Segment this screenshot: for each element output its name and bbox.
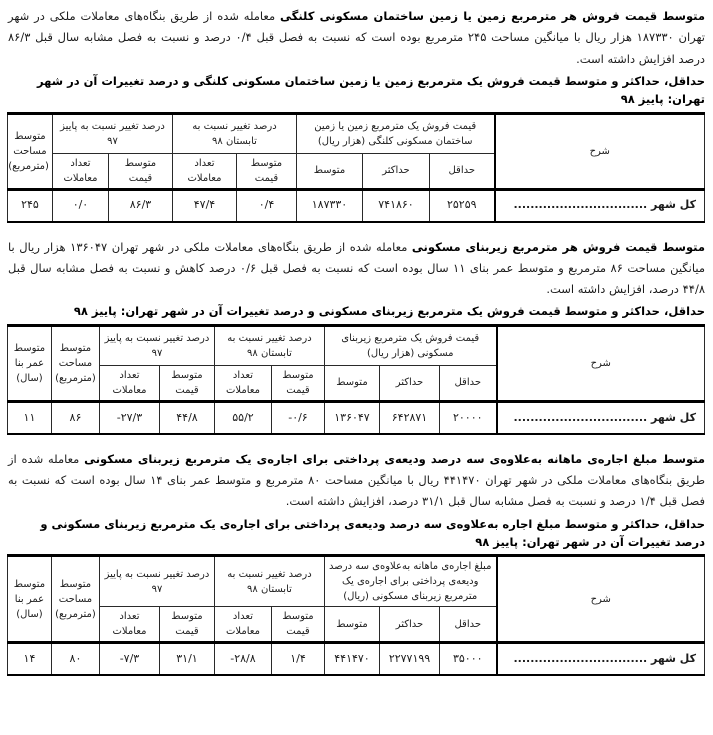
col-header-area: متوسط مساحت (مترمربع)	[51, 556, 99, 643]
col-group-change-autumn: درصد تغییر نسبت به پاییز ۹۷	[99, 556, 214, 607]
cell-max: ۲۲۷۷۱۹۹	[380, 643, 440, 676]
cell-max: ۷۴۱۸۶۰	[363, 189, 430, 222]
cell-avg-price-y: ۳۱/۱	[159, 643, 214, 676]
col-header-desc: شرح	[497, 325, 705, 401]
table-row-city-total	[7, 401, 704, 434]
col-group-change-summer: درصد تغییر نسبت به تابستان ۹۸	[214, 556, 324, 607]
cell-min: ۲۰۰۰۰	[440, 401, 497, 434]
intro-lead-building: متوسط قیمت فروش هر مترمربع زیربنای مسکونی	[411, 239, 705, 254]
cell-avg-price-y: ۴۴/۸	[159, 401, 214, 434]
cell-avg-price-y: ۸۶/۳	[108, 189, 172, 222]
col-group-price: قیمت فروش یک مترمربع زیربنای مسکونی (هزار ریال)	[324, 325, 496, 365]
col-group-change-summer: درصد تغییر نسبت به تابستان ۹۸	[214, 325, 324, 365]
intro-text-rent: معامله شده از طریق بنگاه‌های معاملات ملکی در شهر تهران ۴۴۱۴۷۰ ریال با میانگین مساحت ۸۰ مترمربع و متوسط عمر بنای ۱۴ سال بوده است که نسبت به فصل قبل ۱/۴ درصد و نسبت به فصل مشابه سال قبل ۳۱/۱ درصد، افزایش داشته است.	[8, 451, 705, 509]
col-header-area: متوسط مساحت (مترمربع)	[7, 113, 52, 189]
col-header-avg-price-y: متوسط قیمت	[159, 607, 214, 643]
col-header-deals-q: تعداد معاملات	[214, 365, 271, 401]
intro-text-land: معامله شده از طریق بنگاه‌های معاملات ملکی در شهر تهران ۱۸۷۳۳۰ هزار ریال با میانگین مساحت ۲۴۵ مترمربع بوده است که نسبت به فصل قبل ۰/۴ درصد و نسبت به فصل مشابه سال قبل ۸۶/۳ درصد افزایش داشته است.	[8, 9, 705, 66]
col-header-avg-price-y: متوسط قیمت	[108, 153, 172, 189]
intro-paragraph-building	[8, 237, 705, 301]
col-group-rent: مبلغ اجاره‌ی ماهانه به‌علاوه‌ی سه درصد ودیعه‌ی پرداختی برای اجاره‌ی یک مترمربع زیربنای مسکونی (ریال)	[324, 556, 496, 607]
col-header-avg-price-q: متوسط قیمت	[271, 365, 324, 401]
intro-paragraph-land	[8, 6, 705, 70]
col-header-max: حداکثر	[380, 607, 440, 643]
col-group-change-autumn: درصد تغییر نسبت به پاییز ۹۷	[52, 113, 172, 153]
col-header-min: حداقل	[430, 153, 495, 189]
table-row-city-total	[7, 643, 704, 676]
col-group-change-summer: درصد تغییر نسبت به تابستان ۹۸	[172, 113, 296, 153]
cell-age: ۱۱	[7, 401, 51, 434]
cell-avg: ۴۴۱۴۷۰	[324, 643, 379, 676]
col-header-age: متوسط عمر بنا (سال)	[7, 556, 51, 643]
cell-deals-q: ۴۷/۴	[172, 189, 236, 222]
cell-desc: کل شهر ................................	[495, 189, 705, 222]
intro-lead-land: متوسط قیمت فروش هر مترمربع زمین یا زمین ساختمان مسکونی کلنگی	[280, 9, 705, 23]
cell-avg-price-q: -۰/۶	[271, 401, 324, 434]
col-header-deals-q: تعداد معاملات	[172, 153, 236, 189]
col-header-age: متوسط عمر بنا (سال)	[7, 325, 51, 401]
col-group-change-autumn: درصد تغییر نسبت به پاییز ۹۷	[99, 325, 214, 365]
col-header-min: حداقل	[440, 365, 497, 401]
cell-deals-y: -۲۷/۳	[99, 401, 159, 434]
cell-avg-price-q: ۱/۴	[271, 643, 324, 676]
intro-text-building: معامله شده از طریق بنگاه‌های معاملات ملکی در شهر تهران ۱۳۶۰۴۷ هزار ریال با میانگین مساحت ۸۶ مترمربع و متوسط عمر بنای ۱۱ سال بوده است که نسبت به فصل قبل ۰/۶ درصد کاهش و نسبت به فصل مشابه سال قبل ۴۴/۸ درصد، افزایش داشته است.	[8, 239, 705, 297]
col-header-deals-y: تعداد معاملات	[52, 153, 108, 189]
cell-area: ۲۴۵	[7, 189, 52, 222]
col-header-avg: متوسط	[324, 607, 379, 643]
cell-deals-q: ۵۵/۲	[214, 401, 271, 434]
table-row-city-total	[7, 189, 704, 222]
col-group-price: قیمت فروش یک مترمربع زمین یا زمین ساختمان مسکونی کلنگی (هزار ریال)	[296, 113, 494, 153]
table-title-rent: حداقل، حداکثر و متوسط مبلغ اجاره به‌علاوه‌ی سه درصد ودیعه‌ی پرداختی برای اجاره‌ی یک مترمربع زیربنای مسکونی و درصد تغییرات آن در شهر تهران: پاییز ۹۸	[40, 516, 705, 549]
col-header-deals-y: تعداد معاملات	[99, 607, 159, 643]
intro-lead-rent: متوسط مبلغ اجاره‌ی ماهانه به‌علاوه‌ی سه درصد ودیعه‌ی پرداختی برای اجاره‌ی یک مترمربع زیربنای مسکونی	[84, 451, 705, 466]
col-header-area: متوسط مساحت (مترمربع)	[51, 325, 99, 401]
col-header-desc: شرح	[497, 556, 705, 643]
price-table-land	[7, 112, 705, 223]
cell-age: ۱۴	[7, 643, 51, 676]
col-header-max: حداکثر	[380, 365, 440, 401]
cell-max: ۶۴۲۸۷۱	[380, 401, 440, 434]
cell-deals-y: ۰/۰	[52, 189, 108, 222]
col-header-avg-price-y: متوسط قیمت	[159, 365, 214, 401]
col-header-max: حداکثر	[363, 153, 430, 189]
cell-desc: کل شهر ................................	[497, 401, 705, 434]
col-header-deals-q: تعداد معاملات	[214, 607, 271, 643]
cell-deals-q: -۲۸/۸	[214, 643, 271, 676]
price-table-building	[7, 324, 705, 435]
cell-min: ۲۵۲۵۹	[430, 189, 495, 222]
cell-area: ۸۶	[51, 401, 99, 434]
col-header-min: حداقل	[440, 607, 497, 643]
table-title-land: حداقل، حداکثر و متوسط قیمت فروش یک مترمربع زمین یا زمین ساختمان مسکونی کلنگی و درصد تغییرات آن در شهر تهران: پاییز ۹۸	[37, 73, 705, 107]
col-header-avg-price-q: متوسط قیمت	[271, 607, 324, 643]
col-header-avg: متوسط	[296, 153, 362, 189]
cell-min: ۳۵۰۰۰	[440, 643, 497, 676]
table-title-building: حداقل، حداکثر و متوسط قیمت فروش یک مترمربع زیربنای مسکونی و درصد تغییرات آن در شهر تهران: پاییز ۹۸	[73, 304, 705, 319]
cell-avg-price-q: ۰/۴	[236, 189, 296, 222]
cell-avg: ۱۳۶۰۴۷	[324, 401, 379, 434]
cell-area: ۸۰	[51, 643, 99, 676]
col-header-avg: متوسط	[324, 365, 379, 401]
col-header-avg-price-q: متوسط قیمت	[236, 153, 296, 189]
intro-paragraph-rent	[8, 449, 705, 513]
col-header-deals-y: تعداد معاملات	[99, 365, 159, 401]
cell-deals-y: -۷/۳	[99, 643, 159, 676]
rent-table	[7, 554, 705, 676]
cell-avg: ۱۸۷۳۳۰	[296, 189, 362, 222]
col-header-desc: شرح	[495, 113, 705, 189]
cell-desc: کل شهر ................................	[497, 643, 705, 676]
